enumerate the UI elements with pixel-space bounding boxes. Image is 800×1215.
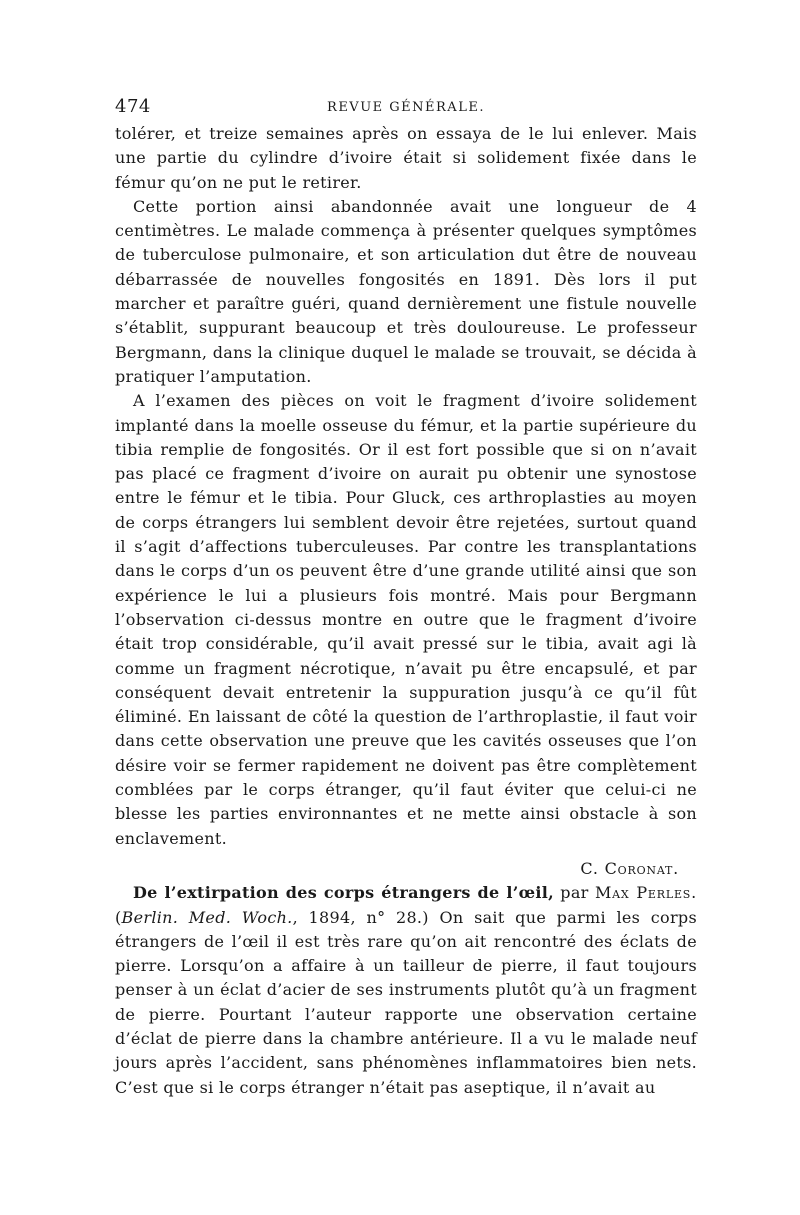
article-citation: , 1894, n° 28.)	[292, 907, 429, 927]
paragraph-amputation: Cette portion ainsi abandonnée avait une longueur de 4 centimètres. Le malade commença à présenter quelques symptômes de tuberculose pulmonaire, et son articulation dut être de nouveau débarrassée de nouvelles fongosités en 1891. Dès lors il put marcher et paraître guéri, quand dernièrement une fistule nouvelle s’établit, suppurant beaucoup et très douloureuse. Le professeur Bergmann, dans la clinique duquel le malade se trouvait, se décida à pratiquer l’amputation.	[115, 196, 697, 386]
page-number: 474	[115, 96, 151, 117]
article-by: par	[553, 883, 595, 903]
article-title: De l’extirpation des corps étrangers de l’œil,	[133, 883, 554, 903]
article-paragraph	[115, 881, 697, 1100]
running-title: REVUE GÉNÉRALE.	[327, 100, 485, 115]
paragraph-examination: A l’examen des pièces on voit le fragment d’ivoire solidement implanté dans la moelle osseuse du fémur, et la partie supérieure du tibia remplie de fongosités. Or il est fort possible que si on n’avait pas placé ce fragment d’ivoire on aurait pu obtenir une synostose entre le fémur et le tibia. Pour Gluck, ces arthroplasties au moyen de corps étrangers lui semblent devoir être rejetées, surtout quand il s’agit d’affections tuberculeuses. Par contre les transplantations dans le corps d’un os peuvent être d’une grande utilité ainsi que son expérience le lui a plusieurs fois montré. Mais pour Bergmann l’observation ci-dessus montre en outre que le fragment d’ivoire était trop considérable, qu’il avait pressé sur le tibia, avait agi là comme un fragment nécrotique, n’avait pu être encapsulé, et par conséquent devait entretenir la suppuration jusqu’à ce qu’il fût éliminé. En laissant de côté la question de l’arthroplastie, il faut voir dans cette observation une preuve que les cavités osseuses que l’on désire voir se fermer rapidement ne doivent pas être complètement comblées par le corps étranger, qu’il faut éviter que celui-ci ne blesse les parties environnantes et ne mette ainsi obstacle à son enclavement.	[115, 391, 697, 848]
author-signature: C. Coronat.	[580, 858, 679, 878]
article-journal: Berlin. Med. Woch.	[121, 907, 293, 927]
paragraph-continuation: tolérer, et treize semaines après on essaya de le lui enlever. Mais une partie du cylindre d’ivoire était si solidement fixée dans le fémur qu’on ne put le retirer.	[115, 124, 697, 192]
document-page	[115, 92, 697, 1100]
page-header	[115, 92, 697, 122]
article-open-paren: (	[115, 907, 122, 927]
article-author: Max Perles.	[594, 883, 697, 903]
article-body: On sait que parmi les corps étrangers de l’œil il est très rare qu’on ait rencontré des éclats de pierre. Lorsqu’on a affaire à un tailleur de pierre, il faut toujours penser à un éclat d’acier de ses instruments plutôt qu’à un fragment de pierre. Pourtant l’auteur rapporte une observation certaine d’éclat de pierre dans la chambre antérieure. Il a vu le malade neuf jours après l’accident, sans phénomènes inflammatoires bien nets. C’est que si le corps étranger n’était pas aseptique, il n’avait au	[115, 907, 697, 1097]
